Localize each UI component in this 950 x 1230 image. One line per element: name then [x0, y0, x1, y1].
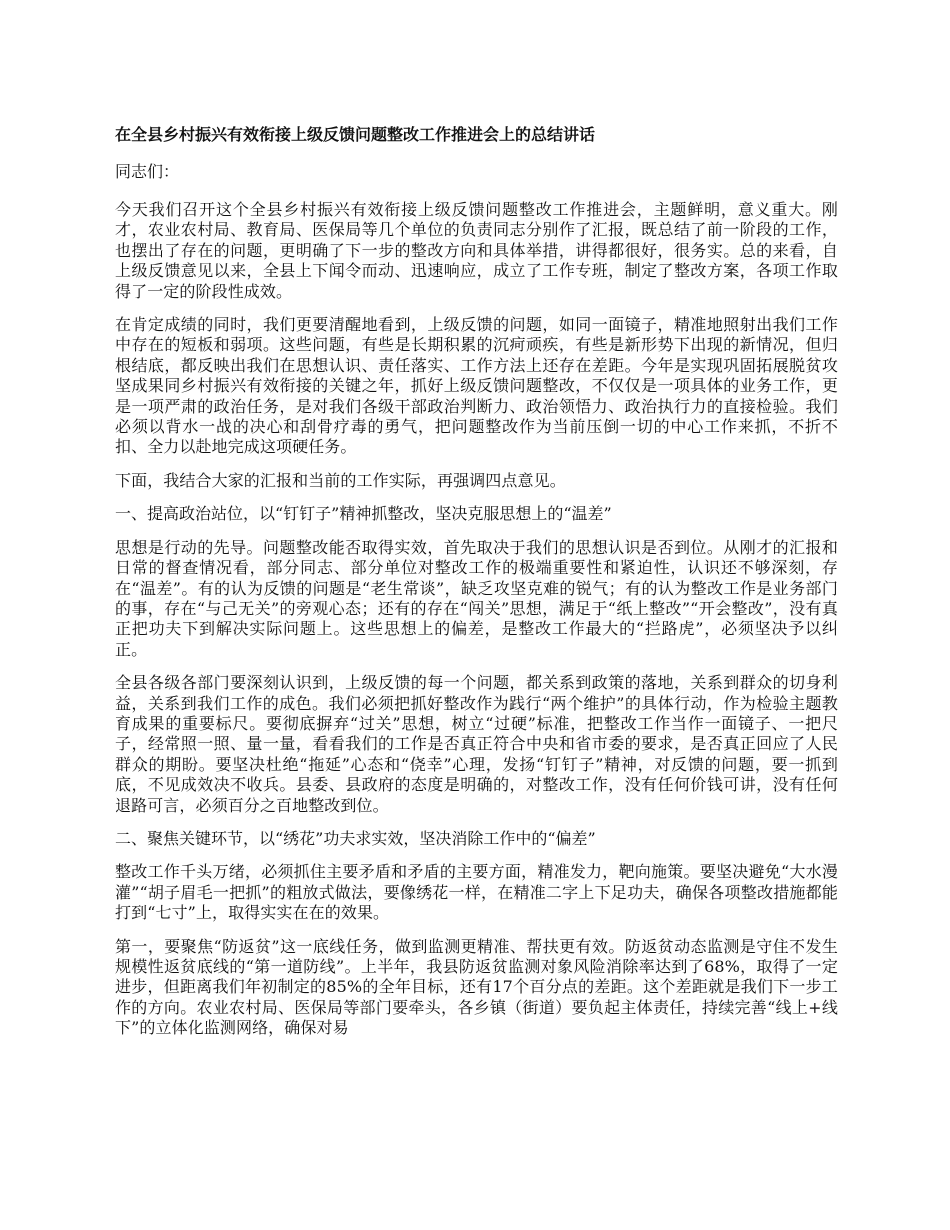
- paragraph-section1-b: 全县各级各部门要深刻认识到，上级反馈的每一个问题，都关系到政策的落地，关系到群众的切身利益，关系到我们工作的成色。我们必须把抓好整改作为践行“两个维护”的具体行动，作为检验主题教育成果的重要标尺。要彻底摒弃“过关”思想，树立“过硬”标准，把整改工作当作一面镜子、一把尺子，经常照一照、量一量，看看我们的工作是否真正符合中央和省市委的要求，是否真正回应了人民群众的期盼。要坚决杜绝“拖延”心态和“侥幸”心理，发扬“钉钉子”精神，对反馈的问题，要一抓到底，不见成效决不收兵。县委、县政府的态度是明确的，对整改工作，没有任何价钱可讲，没有任何退路可言，必须百分之百地整改到位。: [115, 673, 838, 815]
- paragraph-section2-b: 第一，要聚焦“防返贫”这一底线任务，做到监测更精准、帮扶更有效。防返贫动态监测是守住不发生规模性返贫底线的“第一道防线”。上半年，我县防返贫监测对象风险消除率达到了68%，取得了一定进步，但距离我们年初制定的85%的全年目标，还有17个百分点的差距。这个差距就是我们下一步工作的方向。农业农村局、医保局等部门要牵头，各乡镇（街道）要负起主体责任，持续完善“线上+线下”的立体化监测网络，确保对易: [115, 936, 838, 1038]
- salutation: 同志们：: [115, 162, 180, 181]
- document-page: [115, 124, 838, 1052]
- paragraph-section1-a: 思想是行动的先导。问题整改能否取得实效，首先取决于我们的思想认识是否到位。从刚才的汇报和日常的督查情况看，部分同志、部分单位对整改工作的极端重要性和紧迫性，认识还不够深刻，存在“温差”。有的认为反馈的问题是“老生常谈”，缺乏攻坚克难的锐气；有的认为整改工作是业务部门的事，存在“与己无关”的旁观心态；还有的存在“闯关”思想，满足于“纸上整改”“开会整改”，没有真正把功夫下到解决实际问题上。这些思想上的偏差，是整改工作最大的“拦路虎”，必须坚决予以纠正。: [115, 537, 838, 659]
- paragraph-context: 在肯定成绩的同时，我们更要清醒地看到，上级反馈的问题，如同一面镜子，精准地照射出我们工作中存在的短板和弱项。这些问题，有些是长期积累的沉疴顽疾，有些是新形势下出现的新情况，但归根结底，都反映出我们在思想认识、责任落实、工作方法上还存在差距。今年是实现巩固拓展脱贫攻坚成果同乡村振兴有效衔接的关键之年，抓好上级反馈问题整改，不仅仅是一项具体的业务工作，更是一项严肃的政治任务，是对我们各级干部政治判断力、政治领悟力、政治执行力的直接检验。我们必须以背水一战的决心和刮骨疗毒的勇气，把问题整改作为当前压倒一切的中心工作来抓，不折不扣、全力以赴地完成这项硬任务。: [115, 315, 838, 457]
- section-heading-1: 一、提高政治站位，以“钉钉子”精神抓整改，坚决克服思想上的“温差”: [115, 504, 612, 524]
- paragraph-section2-a: 整改工作千头万绪，必须抓住主要矛盾和矛盾的主要方面，精准发力，靶向施策。要坚决避免“大水漫灌”“胡子眉毛一把抓”的粗放式做法，要像绣花一样，在精准二字上下足功夫，确保各项整改措施都能打到“七寸”上，取得实实在在的效果。: [115, 862, 838, 923]
- section-heading-2: 二、聚焦关键环节，以“绣花”功夫求实效，坚决消除工作中的“偏差”: [115, 828, 596, 848]
- paragraph-intro: 今天我们召开这个全县乡村振兴有效衔接上级反馈问题整改工作推进会，主题鲜明，意义重大。刚才，农业农村局、教育局、医保局等几个单位的负责同志分别作了汇报，既总结了前一阶段的工作，也摆出了存在的问题，更明确了下一步的整改方向和具体举措，讲得都很好，很务实。总的来看，自上级反馈意见以来，全县上下闻令而动、迅速响应，成立了工作专班，制定了整改方案，各项工作取得了一定的阶段性成效。: [115, 200, 838, 301]
- paragraph-transition: 下面，我结合大家的汇报和当前的工作实际，再强调四点意见。: [115, 470, 566, 490]
- document-title: 在全县乡村振兴有效衔接上级反馈问题整改工作推进会上的总结讲话: [115, 125, 596, 144]
